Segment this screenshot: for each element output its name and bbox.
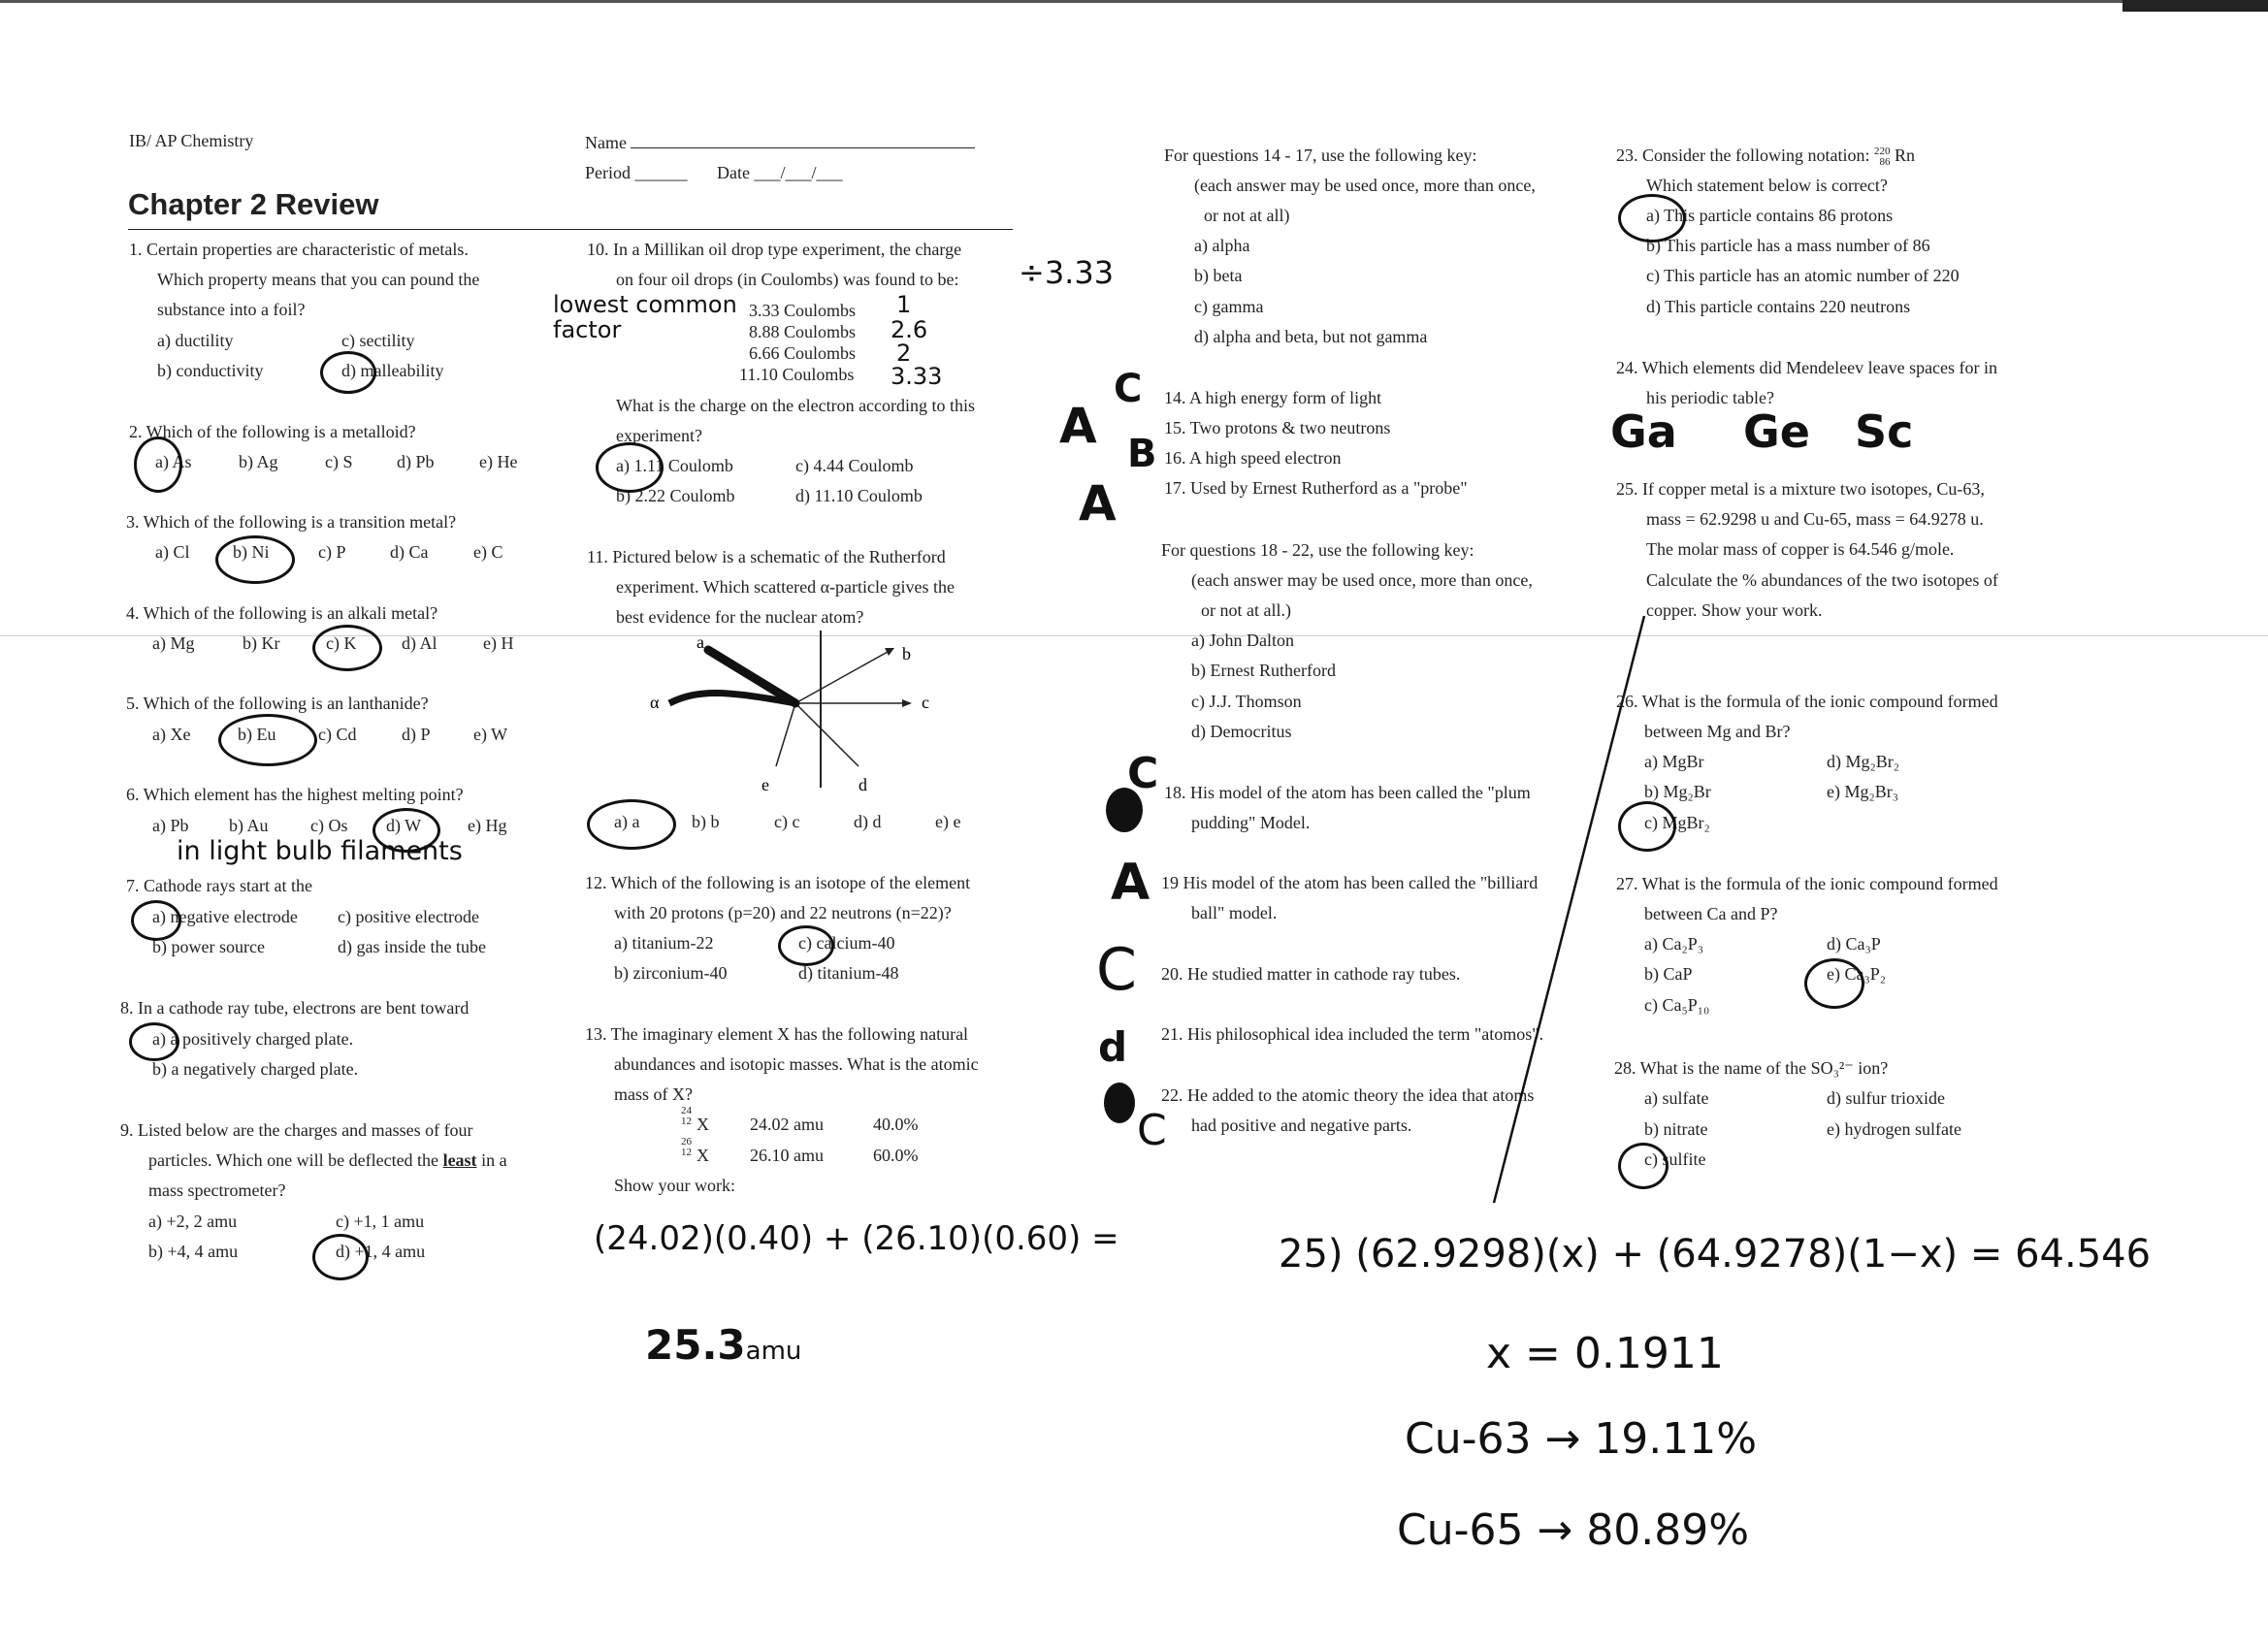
q3-option-d[interactable]: d) Ca bbox=[390, 542, 429, 562]
q25-text: 25. If copper metal is a mixture two isotopes, Cu-63, bbox=[1616, 479, 1985, 499]
q16-text: 16. A high speed electron bbox=[1164, 448, 1342, 468]
key1-text-2: (each answer may be used once, more than once, bbox=[1194, 176, 1536, 195]
q8-option-b[interactable]: b) a negatively charged plate. bbox=[152, 1059, 359, 1079]
q27-text-2: between Ca and P? bbox=[1644, 904, 1778, 923]
q3-text: 3. Which of the following is a transition metal? bbox=[126, 512, 457, 532]
q5-text: 5. Which of the following is an lanthanide? bbox=[126, 694, 429, 713]
label-e: e bbox=[761, 775, 769, 794]
q13-isotope-2-symbol: X bbox=[697, 1146, 709, 1165]
q24-hw-ga: Ga bbox=[1610, 405, 1677, 458]
scan-top-edge bbox=[0, 0, 2268, 3]
q13-show-work: Show your work: bbox=[614, 1176, 735, 1195]
q18-hw-answer: C bbox=[1127, 749, 1159, 798]
q12-option-a[interactable]: a) titanium-22 bbox=[614, 933, 714, 953]
key1-option-c: c) gamma bbox=[1194, 297, 1264, 316]
q10-hw-factor-2: factor bbox=[553, 316, 622, 343]
answer-circle-q3 bbox=[215, 535, 295, 584]
q23-option-b[interactable]: b) This particle has a mass number of 86 bbox=[1646, 236, 1930, 255]
q1-text-2: Which property means that you can pound the bbox=[157, 270, 480, 289]
q6-option-a[interactable]: a) Pb bbox=[152, 816, 189, 835]
key2-option-a: a) John Dalton bbox=[1191, 630, 1294, 650]
q13-abundance-1: 40.0% bbox=[873, 1115, 919, 1134]
q19-text: 19 His model of the atom has been called the "billiard bbox=[1161, 873, 1539, 892]
q25-hw-cu65: Cu-65 → 80.89% bbox=[1397, 1505, 1750, 1555]
q26-option-b[interactable]: b) Mg₂Br bbox=[1644, 782, 1711, 801]
q25-text-3: The molar mass of copper is 64.546 g/mole. bbox=[1646, 539, 1955, 559]
rutherford-diagram bbox=[640, 630, 951, 795]
q28-option-c[interactable]: c) sulfite bbox=[1644, 1149, 1706, 1169]
q18-text: 18. His model of the atom has been called the "plum bbox=[1164, 783, 1531, 802]
q25-text-4: Calculate the % abundances of the two isotopes of bbox=[1646, 570, 1998, 590]
q3-option-b[interactable]: b) Ni bbox=[233, 542, 270, 562]
q2-option-e[interactable]: e) He bbox=[479, 452, 518, 471]
q1-text-3: substance into a foil? bbox=[157, 300, 306, 319]
q4-text: 4. Which of the following is an alkali metal? bbox=[126, 603, 438, 623]
q23-option-d[interactable]: d) This particle contains 220 neutrons bbox=[1646, 297, 1911, 316]
q7-option-a[interactable]: a) negative electrode bbox=[152, 907, 298, 926]
q7-option-d[interactable]: d) gas inside the tube bbox=[338, 937, 486, 956]
q25-hw-cu63: Cu-63 → 19.11% bbox=[1405, 1414, 1758, 1464]
q2-option-d[interactable]: d) Pb bbox=[397, 452, 435, 471]
q23-text-2: Which statement below is correct? bbox=[1646, 176, 1888, 195]
label-alpha: α bbox=[650, 693, 660, 712]
q23-text: 23. Consider the following notation: 220 86 Rn bbox=[1616, 145, 1915, 168]
q9-option-b[interactable]: b) +4, 4 amu bbox=[148, 1242, 239, 1261]
q4-option-a[interactable]: a) Mg bbox=[152, 633, 195, 653]
q7-option-b[interactable]: b) power source bbox=[152, 937, 265, 956]
q25-text-2: mass = 62.9298 u and Cu-65, mass = 64.9278 u. bbox=[1646, 509, 1984, 529]
q21-text: 21. His philosophical idea included the term "atomos". bbox=[1161, 1024, 1544, 1044]
q15-text: 15. Two protons & two neutrons bbox=[1164, 418, 1391, 437]
q10-hw-ratio-2: 2.6 bbox=[891, 316, 928, 343]
period-field[interactable]: Period ______ bbox=[585, 163, 688, 182]
answer-circle-q5 bbox=[218, 714, 317, 766]
q14-text: 14. A high energy form of light bbox=[1164, 388, 1382, 407]
key1-text-3: or not at all) bbox=[1204, 206, 1290, 225]
q19-hw-answer: A bbox=[1111, 854, 1150, 912]
q1-option-a[interactable]: a) ductility bbox=[157, 331, 234, 350]
q12-text-2: with 20 protons (p=20) and 22 neutrons (n=22)? bbox=[614, 903, 952, 922]
q6-handwritten-note: in light bulb filaments bbox=[177, 836, 463, 866]
answer-circle-q26 bbox=[1618, 801, 1676, 852]
q2-option-b[interactable]: b) Ag bbox=[239, 452, 278, 471]
answer-circle-q9 bbox=[312, 1234, 369, 1280]
q2-text: 2. Which of the following is a metalloid? bbox=[129, 422, 416, 441]
q8-text: 8. In a cathode ray tube, electrons are bent toward bbox=[120, 998, 470, 1018]
name-field[interactable]: Name bbox=[585, 133, 975, 153]
q10-option-d[interactable]: d) 11.10 Coulomb bbox=[795, 486, 923, 505]
q25-text-5: copper. Show your work. bbox=[1646, 600, 1823, 620]
answer-circle-q27 bbox=[1804, 958, 1864, 1009]
q6-option-e[interactable]: e) Hg bbox=[468, 816, 507, 835]
q13-hw-work: (24.02)(0.40) + (26.10)(0.60) = bbox=[594, 1219, 1119, 1258]
date-field[interactable]: Date ___/___/___ bbox=[717, 163, 843, 182]
q4-option-e[interactable]: e) H bbox=[483, 633, 514, 653]
q3-option-a[interactable]: a) Cl bbox=[155, 542, 190, 562]
answer-circle-q11 bbox=[587, 799, 676, 850]
q1-option-c[interactable]: c) sectility bbox=[341, 331, 415, 350]
ray-e bbox=[776, 703, 795, 766]
answer-circle-q10 bbox=[596, 442, 664, 493]
q10-value-4: 11.10 Coulombs bbox=[739, 365, 855, 384]
q11-text-3: best evidence for the nuclear atom? bbox=[616, 607, 864, 627]
q22-hw-blob bbox=[1104, 1083, 1135, 1123]
q10-hw-ratio-1: 1 bbox=[896, 291, 912, 318]
q21-hw-answer: d bbox=[1098, 1023, 1128, 1071]
q16-hw-answer: B bbox=[1127, 432, 1157, 476]
q13-text-3: mass of X? bbox=[614, 1084, 693, 1104]
title-rule bbox=[128, 229, 1013, 230]
q20-text: 20. He studied matter in cathode ray tubes. bbox=[1161, 964, 1461, 984]
q28-option-a[interactable]: a) sulfate bbox=[1644, 1088, 1709, 1108]
q11-option-c[interactable]: c) c bbox=[774, 812, 800, 831]
q11-text: 11. Pictured below is a schematic of the Rutherford bbox=[587, 547, 946, 566]
q12-option-b[interactable]: b) zirconium-40 bbox=[614, 963, 728, 983]
q14-hw-answer: C bbox=[1114, 367, 1143, 411]
q24-text: 24. Which elements did Mendeleev leave spaces for in bbox=[1616, 358, 1998, 377]
q6-option-b[interactable]: b) Au bbox=[229, 816, 269, 835]
q10-value-1: 3.33 Coulombs bbox=[749, 301, 857, 320]
q17-hw-answer: A bbox=[1079, 475, 1117, 532]
q17-text: 17. Used by Ernest Rutherford as a "probe" bbox=[1164, 478, 1468, 498]
q13-isotope-1: 24 12 bbox=[681, 1105, 692, 1127]
q27-option-c[interactable]: c) Ca₅P₁₀ bbox=[1644, 995, 1710, 1015]
q24-hw-ge: Ge bbox=[1743, 405, 1810, 458]
q10-option-b[interactable]: b) 2.22 Coulomb bbox=[616, 486, 735, 505]
answer-circle-q2 bbox=[134, 436, 182, 493]
q9-text-3: mass spectrometer? bbox=[148, 1180, 286, 1200]
q28-text: 28. What is the name of the SO₃²⁻ ion? bbox=[1614, 1058, 1889, 1078]
q5-option-a[interactable]: a) Xe bbox=[152, 725, 191, 744]
key2-text-2: (each answer may be used once, more than once, bbox=[1191, 570, 1533, 590]
q13-mass-2: 26.10 amu bbox=[750, 1146, 824, 1165]
q10-hw-factor: lowest common bbox=[553, 291, 737, 318]
label-a: a bbox=[697, 632, 704, 652]
q26-option-e[interactable]: e) Mg₂Br₃ bbox=[1827, 782, 1899, 801]
q4-option-b[interactable]: b) Kr bbox=[243, 633, 280, 653]
ray-c-arrow bbox=[902, 699, 912, 707]
q10-text: 10. In a Millikan oil drop type experiment, the charge bbox=[587, 240, 962, 259]
q11-option-d[interactable]: d) d bbox=[854, 812, 882, 831]
q3-option-c[interactable]: c) P bbox=[318, 542, 346, 562]
q28-option-e[interactable]: e) hydrogen sulfate bbox=[1827, 1119, 1961, 1139]
course-name: IB/ AP Chemistry bbox=[129, 131, 254, 150]
q26-option-c[interactable]: c) MgBr₂ bbox=[1644, 813, 1710, 832]
q6-option-d[interactable]: d) W bbox=[386, 816, 422, 835]
q8-option-a[interactable]: a) a positively charged plate. bbox=[152, 1029, 354, 1049]
q7-text: 7. Cathode rays start at the bbox=[126, 876, 312, 895]
q12-text: 12. Which of the following is an isotope of the element bbox=[585, 873, 971, 892]
q28-option-d[interactable]: d) sulfur trioxide bbox=[1827, 1088, 1945, 1108]
q23-option-c[interactable]: c) This particle has an atomic number of 220 bbox=[1646, 266, 1960, 285]
q13-text: 13. The imaginary element X has the following natural bbox=[585, 1024, 969, 1044]
key1-text: For questions 14 - 17, use the following key: bbox=[1164, 146, 1477, 165]
q10-value-3: 6.66 Coulombs bbox=[749, 343, 857, 363]
key2-text: For questions 18 - 22, use the following key: bbox=[1161, 540, 1474, 560]
q13-text-2: abundances and isotopic masses. What is the atomic bbox=[614, 1054, 979, 1074]
key2-text-3: or not at all.) bbox=[1201, 600, 1291, 620]
q10-option-a[interactable]: a) 1.11 Coulomb bbox=[616, 456, 733, 475]
q27-option-e[interactable]: e) Ca₃P₂ bbox=[1827, 964, 1887, 984]
q13-isotope-2: 26 12 bbox=[681, 1136, 692, 1158]
q23-option-a[interactable]: a) This particle contains 86 protons bbox=[1646, 206, 1894, 225]
q10-hw-divide: ÷3.33 bbox=[1019, 254, 1115, 291]
q24-hw-sc: Sc bbox=[1855, 405, 1914, 458]
q26-option-d[interactable]: d) Mg₂Br₂ bbox=[1827, 752, 1900, 771]
q22-hw-answer: C bbox=[1137, 1106, 1167, 1155]
q10-option-c[interactable]: c) 4.44 Coulomb bbox=[795, 456, 914, 475]
q10-hw-ratio-3: 2 bbox=[896, 340, 912, 367]
answer-circle-q28 bbox=[1618, 1143, 1669, 1189]
q7-option-c[interactable]: c) positive electrode bbox=[338, 907, 479, 926]
q11-option-b[interactable]: b) b bbox=[692, 812, 720, 831]
page-title: Chapter 2 Review bbox=[128, 187, 379, 221]
key2-option-b: b) Ernest Rutherford bbox=[1191, 661, 1336, 680]
q27-option-b[interactable]: b) CaP bbox=[1644, 964, 1693, 984]
q1-option-d[interactable]: d) malleability bbox=[341, 361, 444, 380]
key1-option-a: a) alpha bbox=[1194, 236, 1250, 255]
q22-text: 22. He added to the atomic theory the idea that atoms bbox=[1161, 1085, 1535, 1105]
q1-text: 1. Certain properties are characteristic of metals. bbox=[129, 240, 469, 259]
q2-option-c[interactable]: c) S bbox=[325, 452, 353, 471]
q4-option-d[interactable]: d) Al bbox=[402, 633, 437, 653]
q9-option-a[interactable]: a) +2, 2 amu bbox=[148, 1212, 238, 1231]
q26-option-a[interactable]: a) MgBr bbox=[1644, 752, 1704, 771]
q13-abundance-2: 60.0% bbox=[873, 1146, 919, 1165]
q26-text-2: between Mg and Br? bbox=[1644, 722, 1791, 741]
q22-text-2: had positive and negative parts. bbox=[1191, 1116, 1412, 1135]
q9-option-d[interactable]: d) +1, 4 amu bbox=[336, 1242, 426, 1261]
q24-text-2: his periodic table? bbox=[1646, 388, 1774, 407]
answer-circle-q1 bbox=[320, 351, 376, 394]
q6-text: 6. Which element has the highest melting point? bbox=[126, 785, 464, 804]
q13-mass-1: 24.02 amu bbox=[750, 1115, 824, 1134]
q13-hw-answer: 25.3amu bbox=[645, 1321, 802, 1369]
q11-text-2: experiment. Which scattered α-particle gives the bbox=[616, 577, 955, 597]
q10-hw-ratio-4: 3.33 bbox=[891, 363, 943, 390]
q12-option-d[interactable]: d) titanium-48 bbox=[798, 963, 899, 983]
q18-text-2: pudding" Model. bbox=[1191, 813, 1311, 832]
q5-option-e[interactable]: e) W bbox=[473, 725, 508, 744]
q10-value-2: 8.88 Coulombs bbox=[749, 322, 857, 341]
key1-option-d: d) alpha and beta, but not gamma bbox=[1194, 327, 1428, 346]
answer-circle-q8 bbox=[129, 1022, 179, 1061]
answer-circle-q4 bbox=[312, 625, 382, 671]
q10-question-2: experiment? bbox=[616, 426, 702, 445]
q27-option-d[interactable]: d) Ca₃P bbox=[1827, 934, 1881, 954]
q28-option-b[interactable]: b) nitrate bbox=[1644, 1119, 1708, 1139]
answer-circle-q7 bbox=[131, 900, 181, 941]
label-d: d bbox=[859, 775, 867, 794]
q11-option-e[interactable]: e) e bbox=[935, 812, 961, 831]
answer-circle-q23 bbox=[1618, 194, 1686, 242]
q10-text-2: on four oil drops (in Coulombs) was found to be: bbox=[616, 270, 959, 289]
q3-option-e[interactable]: e) C bbox=[473, 542, 503, 562]
q4-option-c[interactable]: c) K bbox=[326, 633, 357, 653]
q15-hw-answer: A bbox=[1059, 398, 1097, 454]
key2-option-c: c) J.J. Thomson bbox=[1191, 692, 1302, 711]
q5-option-d[interactable]: d) P bbox=[402, 725, 431, 744]
q27-text: 27. What is the formula of the ionic compound formed bbox=[1616, 874, 1998, 893]
ray-d bbox=[795, 703, 859, 766]
q12-option-c[interactable]: c) calcium-40 bbox=[798, 933, 895, 953]
q25-hw-x: x = 0.1911 bbox=[1486, 1329, 1724, 1378]
key1-option-b: b) beta bbox=[1194, 266, 1243, 285]
label-c: c bbox=[922, 693, 929, 712]
label-b: b bbox=[902, 644, 911, 663]
scan-corner-mark bbox=[2122, 0, 2268, 12]
q9-text: 9. Listed below are the charges and masses of four bbox=[120, 1120, 473, 1140]
q19-text-2: ball" model. bbox=[1191, 903, 1278, 922]
q6-option-c[interactable]: c) Os bbox=[310, 816, 348, 835]
q2-option-a[interactable]: a) As bbox=[155, 452, 192, 471]
ray-b bbox=[795, 652, 888, 703]
q20-hw-answer: C bbox=[1096, 936, 1137, 1004]
q11-option-a[interactable]: a) a bbox=[614, 812, 640, 831]
q10-question: What is the charge on the electron according to this bbox=[616, 396, 976, 415]
q26-text: 26. What is the formula of the ionic compound formed bbox=[1616, 692, 1998, 711]
q25-hw-equation: 25) (62.9298)(x) + (64.9278)(1−x) = 64.546 bbox=[1279, 1232, 2152, 1277]
q27-option-a[interactable]: a) Ca₂P₃ bbox=[1644, 934, 1704, 954]
q5-option-c[interactable]: c) Cd bbox=[318, 725, 357, 744]
answer-circle-q12 bbox=[778, 925, 834, 966]
q13-isotope-1-symbol: X bbox=[697, 1115, 709, 1134]
key2-option-d: d) Democritus bbox=[1191, 722, 1292, 741]
q5-option-b[interactable]: b) Eu bbox=[238, 725, 276, 744]
q9-option-c[interactable]: c) +1, 1 amu bbox=[336, 1212, 425, 1231]
q9-text-2: particles. Which one will be deflected the least in a bbox=[148, 1150, 507, 1170]
q1-option-b[interactable]: b) conductivity bbox=[157, 361, 264, 380]
